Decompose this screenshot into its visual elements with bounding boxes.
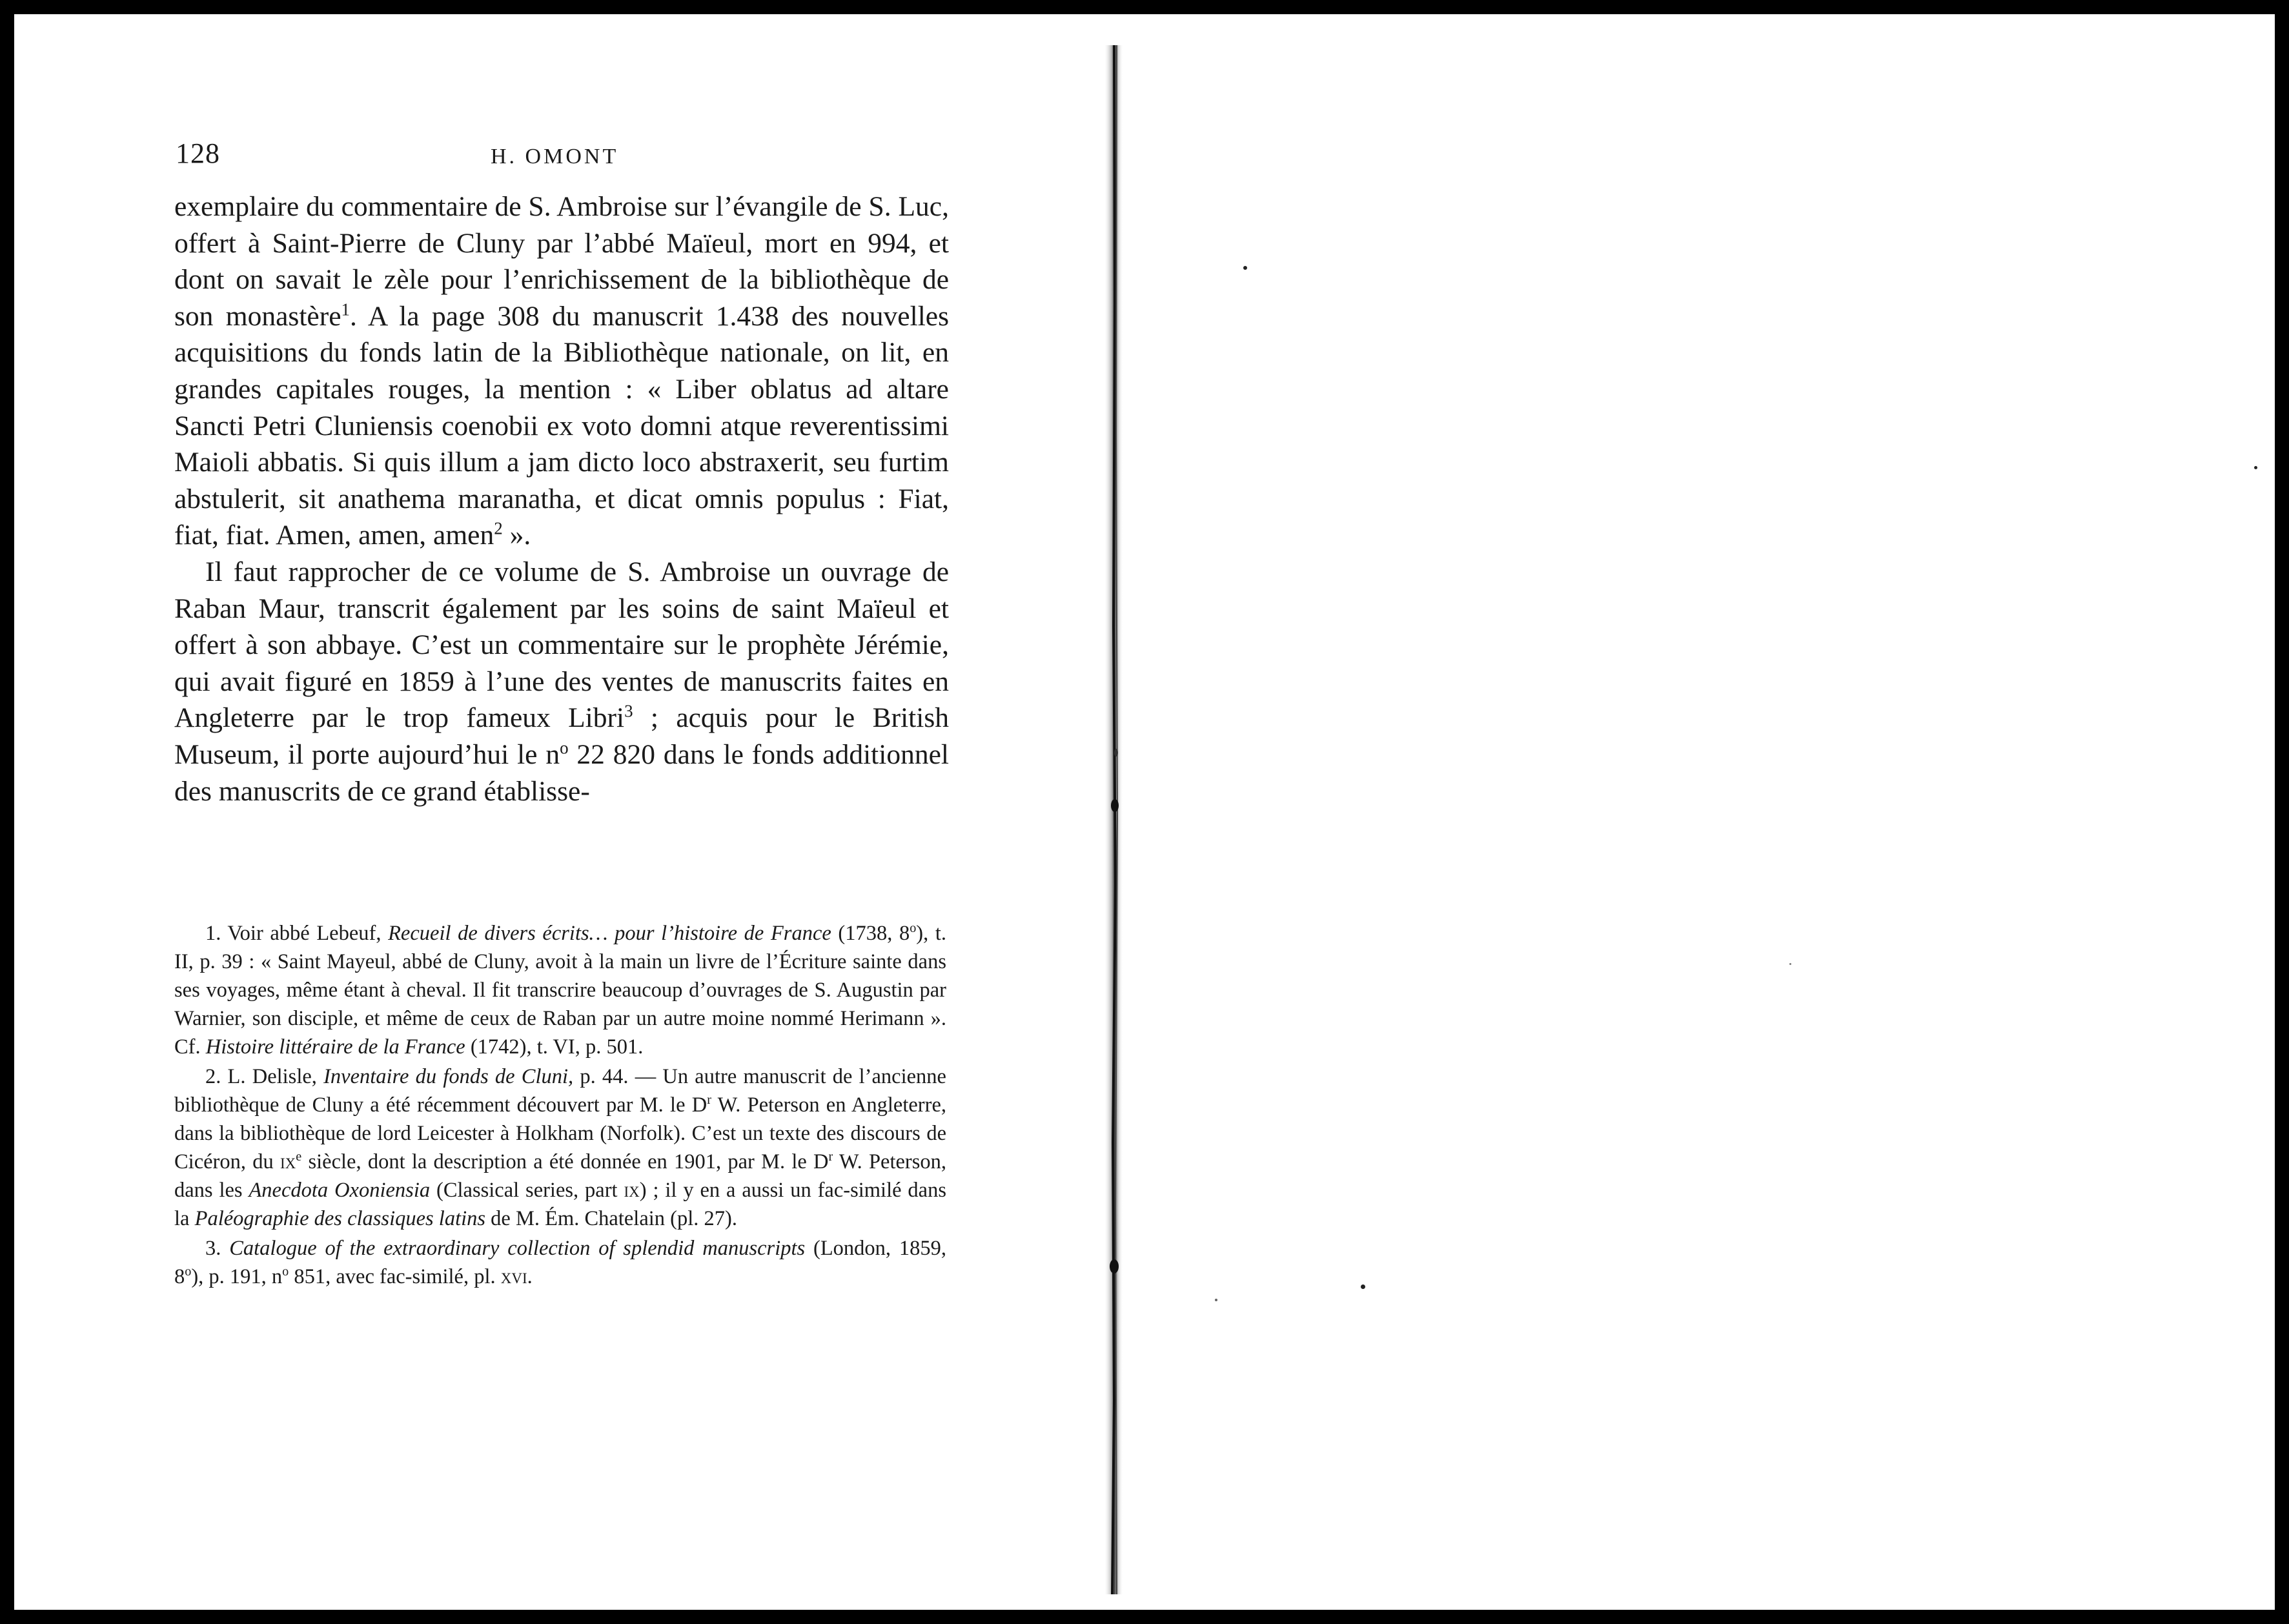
left-page: [14, 14, 1112, 1610]
author-running-head: H. OMONT: [491, 145, 619, 168]
page-number: 128: [176, 137, 220, 169]
running-head: [168, 130, 950, 182]
scan-speck: [2254, 466, 2257, 469]
footnote-ref: 1: [341, 299, 351, 320]
scan-speck: [1215, 1299, 1217, 1301]
footnote-3: 3. Catalogue of the extraordinary collection of splendid manuscripts (London, 1859, 8$^o$), p. 191, $n^o$ 851, avec fac-similé, pl. xvi.: [174, 1237, 947, 1288]
body-text: [174, 188, 949, 809]
footnotes: [174, 919, 946, 1292]
footnote-ref: 3: [624, 701, 633, 721]
scanned-sheet: [14, 14, 2275, 1610]
scan-speck: [1361, 1284, 1365, 1289]
scan-speck: [1243, 266, 1247, 270]
footnote-ref: 2: [494, 518, 503, 538]
gutter-shadow-line: [1100, 45, 1131, 1594]
right-page-blank: [1150, 14, 2275, 1610]
scan-speck: [1789, 963, 1791, 965]
body-paragraph: exemplaire du commentaire de S. Ambroise sur l’évangile de S. Luc, offert à Saint-Pierre de Cluny par l’abbé Maïeul, mort en 994, et dont on savait le zèle pour l’enrichissement de la bibliothèque de son monastère$^1$. A la page 308 du manuscrit 1.438 des nouvelles acquisitions du fonds latin de la Bibliothèque nationale, on lit, en grandes capitales rouges, la mention : « Liber oblatus ad altare Sancti Petri Cluniensis coenobii ex voto domni atque reverentissimi Maioli abbatis. Si quis illum a jam dicto loco abstraxerit, seu furtim abstulerit, sit anathema maranatha, et dicat omnis populus : Fiat, fiat, fiat. Amen, amen, amen$^2$ ».: [174, 191, 950, 551]
footnote-1: 1. Voir abbé Lebeuf, Recueil de divers écrits… pour l’histoire de France (1738, 8$^o$), t. II, p. 39 : « Saint Mayeul, abbé de Cluny, avoit à la main un livre de l’Écriture sainte dans ses voyages, même étant à cheval. Il fit transcrire beaucoup d’ouvrages de S. Augustin par Warnier, son disciple, et même de ceux de Raban par un autre moine nommé Herimann ». Cf. Histoire littéraire de la France (1742), t. VI, p. 501.: [174, 921, 946, 1059]
body-paragraph: Il faut rapprocher de ce volume de S. Ambroise un ouvrage de Raban Maur, transcrit également par les soins de saint Maïeul et offert à son abbaye. C’est un commentaire sur le prophète Jérémie, qui avait figuré en 1859 à l’une des ventes de manuscrits faites en Angleterre par le trop fameux Libri$^3$ ; acquis pour le British Museum, il porte aujourd’hui le $n^o$ 22 820 dans le fonds additionnel des manuscrits de ce grand établisse-: [174, 556, 950, 807]
binding-gutter: [1100, 45, 1131, 1594]
footnote-2: 2. L. Delisle, Inventaire du fonds de Cluni, p. 44. — Un autre manuscrit de l’ancienne bibliothèque de Cluny a été récemment découvert par M. le $D^r$ W. Peterson en Angleterre, dans la bibliothèque de lord Leicester à Holkham (Norfolk). C’est un texte des discours de Cicéron, du $ix^e$ siècle, dont la description a été donnée en 1901, par M. le $D^r$ W. Peterson, dans les Anecdota Oxoniensia (Classical series, part ix) ; il y en a aussi un fac-similé dans la Paléographie des classiques latins de M. Ém. Chatelain (pl. 27).: [174, 1065, 946, 1230]
